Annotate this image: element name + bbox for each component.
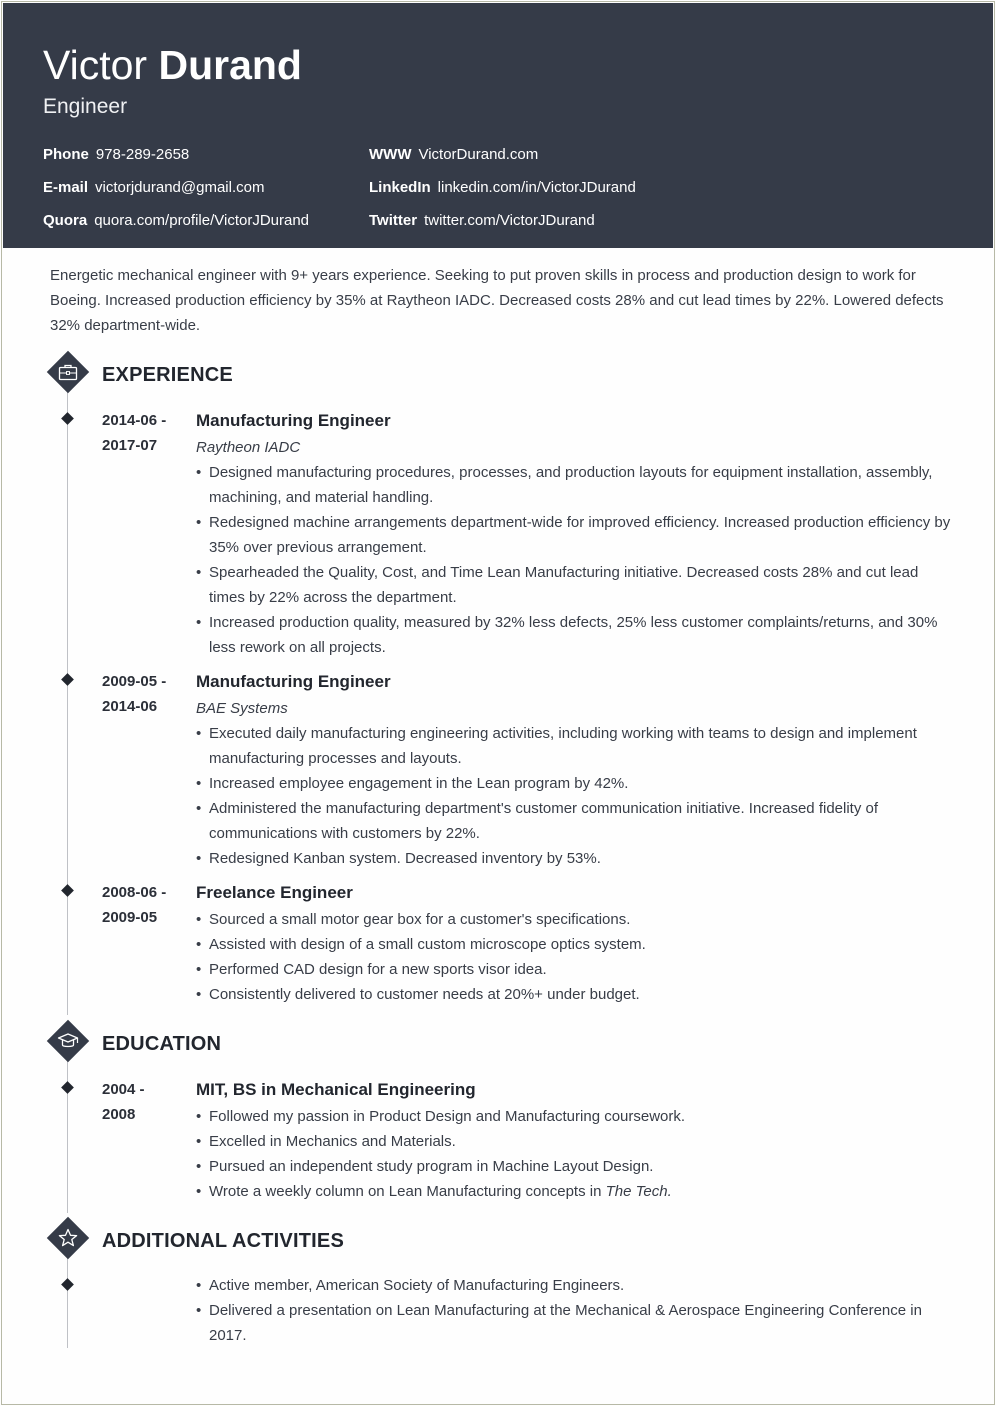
entry-dates — [102, 408, 182, 458]
contact-label: Phone — [43, 146, 89, 163]
date-end: 2014-06 — [102, 698, 158, 715]
entry-title: Manufacturing Engineer — [196, 672, 391, 691]
contact-value[interactable]: victorjdurand@gmail.com — [95, 179, 265, 196]
timeline-line — [67, 1256, 68, 1348]
timeline-marker — [61, 1278, 74, 1291]
job-title-headline: Engineer — [43, 95, 128, 118]
bullet-item: • Performed CAD design for a new sports visor idea. — [196, 957, 956, 982]
contact-label: Twitter — [369, 212, 418, 229]
date-end: 2017-07 — [102, 437, 158, 454]
bullet-item: • Excelled in Mechanics and Materials. — [196, 1129, 956, 1154]
timeline-marker — [61, 1081, 74, 1094]
bullet-item: • Followed my passion in Product Design and Manufacturing coursework. — [196, 1104, 956, 1129]
contact-linkedin — [369, 178, 636, 198]
date-start: 2004 - — [102, 1081, 145, 1098]
bullet-item: • Delivered a presentation on Lean Manufacturing at the Mechanical & Aerospace Engineering Conference in 2017. — [196, 1298, 956, 1348]
contact-label: LinkedIn — [369, 179, 431, 196]
bullet-item: • Assisted with design of a small custom microscope optics system. — [196, 932, 956, 957]
entry-title: Freelance Engineer — [196, 883, 353, 902]
entry-dates — [102, 1077, 182, 1127]
bullet-item: • Administered the manufacturing department's customer communication initiative. Increased fidelity of communications with customers by 22%. — [196, 796, 956, 846]
contact-label: WWW — [369, 146, 412, 163]
timeline-marker — [61, 884, 74, 897]
bullet-item: • Redesigned Kanban system. Decreased inventory by 53%. — [196, 846, 956, 871]
date-start: 2009-05 - — [102, 673, 167, 690]
entry-body — [196, 1077, 956, 1204]
entry-bullets — [196, 721, 956, 871]
date-start: 2014-06 - — [102, 412, 167, 429]
bullet-item: • Redesigned machine arrangements department-wide for improved efficiency. Increased production efficiency by 35% over previous arrangement. — [196, 510, 956, 560]
date-start: 2008-06 - — [102, 884, 167, 901]
bullet-item — [196, 1179, 956, 1204]
contact-value[interactable]: 978-289-2658 — [95, 146, 190, 163]
contact-label: Quora — [43, 212, 88, 229]
bullet-item: • Sourced a small motor gear box for a customer's specifications. — [196, 907, 956, 932]
star-icon — [47, 1217, 89, 1259]
entry-body — [196, 880, 956, 1007]
entry-bullets — [196, 907, 956, 1007]
candidate-name — [43, 40, 302, 90]
entry-bullets — [196, 1273, 956, 1348]
contact-website — [369, 145, 538, 165]
contact-phone — [43, 145, 189, 165]
contact-value[interactable]: quora.com/profile/VictorJDurand — [94, 212, 310, 229]
date-end: 2009-05 — [102, 909, 158, 926]
bullet-item: • Consistently delivered to customer needs at 20%+ under budget. — [196, 982, 956, 1007]
entry-title: Manufacturing Engineer — [196, 411, 391, 430]
date-end: 2008 — [102, 1106, 136, 1123]
entry-bullets — [196, 460, 956, 660]
entry-body — [196, 669, 956, 871]
bullet-item: • Increased employee engagement in the Lean program by 42%. — [196, 771, 956, 796]
publication-name: The Tech. — [605, 1183, 672, 1200]
contact-label: E-mail — [43, 179, 89, 196]
contact-twitter — [369, 211, 595, 231]
resume-header — [3, 3, 993, 248]
contact-value[interactable]: linkedin.com/in/VictorJDurand — [437, 179, 636, 196]
contact-value[interactable]: twitter.com/VictorJDurand — [424, 212, 595, 229]
section-title-activities: ADDITIONAL ACTIVITIES — [102, 1230, 344, 1252]
bullet-text: Wrote a weekly column on Lean Manufacturing concepts in — [209, 1183, 606, 1200]
last-name: Durand — [158, 42, 302, 88]
entry-bullets — [196, 1104, 956, 1204]
entry-dates — [102, 669, 182, 719]
bullet-item: • Active member, American Society of Manufacturing Engineers. — [196, 1273, 956, 1298]
entry-body — [196, 1273, 956, 1348]
entry-company: Raytheon IADC — [196, 439, 301, 456]
section-title-education: EDUCATION — [102, 1033, 222, 1055]
bullet-item: • Increased production quality, measured by 32% less defects, 25% less customer complaints/returns, and 30% less rework on all projects. — [196, 610, 956, 660]
graduation-cap-icon — [47, 1020, 89, 1062]
summary-paragraph: Energetic mechanical engineer with 9+ years experience. Seeking to put proven skills in process and production design to work for Boeing. Increased production efficiency by 35% at Raytheon IADC. Decreased costs 28% and cut lead times by 22%. Lowered defects 32% department-wide. — [50, 267, 944, 334]
entry-body — [196, 408, 956, 660]
timeline-marker — [61, 412, 74, 425]
entry-title: MIT, BS in Mechanical Engineering — [196, 1080, 476, 1099]
section-title-experience: EXPERIENCE — [102, 364, 233, 386]
bullet-item: • Executed daily manufacturing engineering activities, including working with teams to design and implement manufacturing processes and layouts. — [196, 721, 956, 771]
entry-dates — [102, 880, 182, 930]
timeline-marker — [61, 673, 74, 686]
entry-company: BAE Systems — [196, 700, 288, 717]
bullet-item: • Spearheaded the Quality, Cost, and Time Lean Manufacturing initiative. Decreased costs 28% and cut lead times by 22% across the department. — [196, 560, 956, 610]
contact-value[interactable]: VictorDurand.com — [418, 146, 539, 163]
contact-quora — [43, 211, 309, 231]
first-name: Victor — [43, 42, 148, 88]
bullet-item: • Pursued an independent study program in Machine Layout Design. — [196, 1154, 956, 1179]
timeline-line — [67, 390, 68, 1015]
contact-email — [43, 178, 264, 198]
briefcase-icon — [47, 351, 89, 393]
bullet-item: • Designed manufacturing procedures, processes, and production layouts for equipment installation, assembly, machining, and material handling. — [196, 460, 956, 510]
